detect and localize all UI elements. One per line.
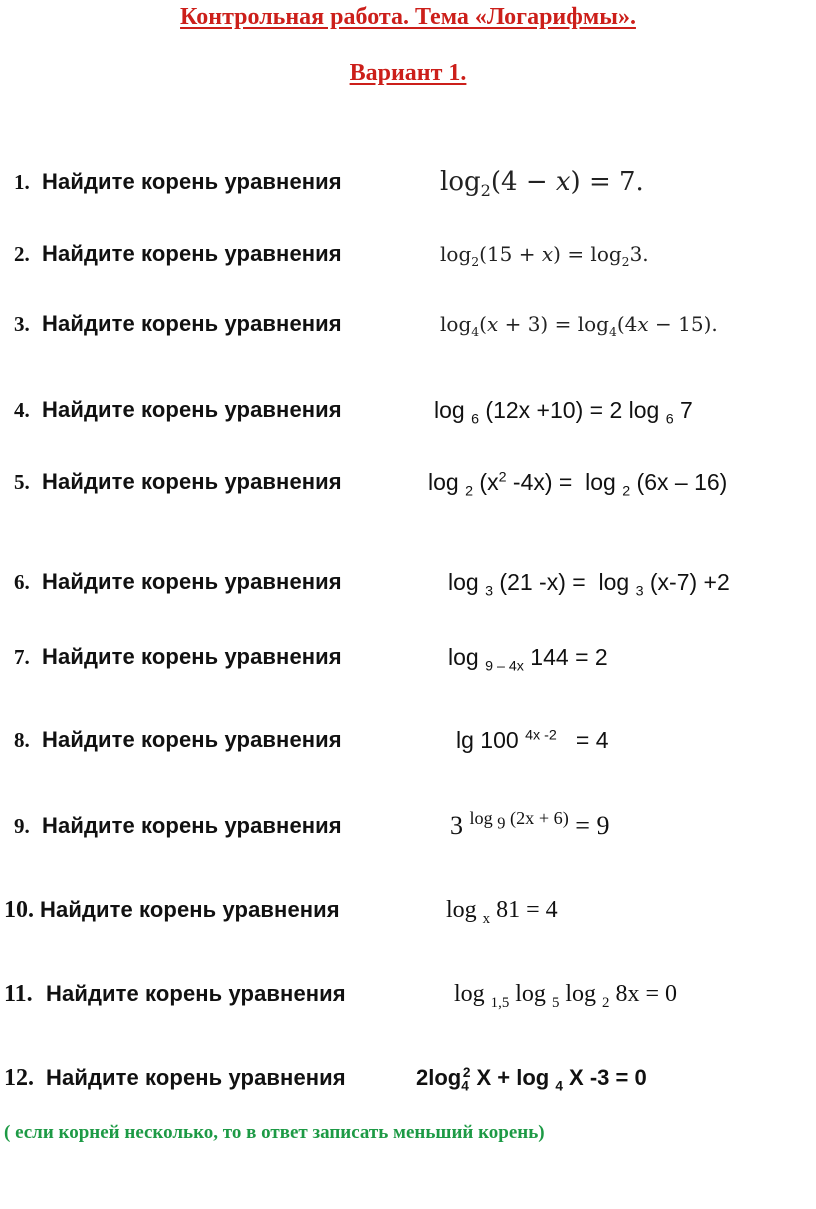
task-8 bbox=[0, 720, 816, 760]
task-number: 7. bbox=[14, 645, 30, 669]
task-equation: $\log_2(15 + x) = \log_23$. bbox=[440, 242, 649, 269]
task-equation: $\log_2(4 - x) = 7$. bbox=[440, 167, 644, 201]
task-equation: $\log_4(x + 3) = \log_4(4x - 15)$. bbox=[440, 312, 718, 339]
task-1 bbox=[0, 162, 816, 202]
task-6 bbox=[0, 562, 816, 602]
task-number: 4. bbox=[14, 398, 30, 422]
task-number: 6. bbox=[14, 570, 30, 594]
task-label: Найдите корень уравнения bbox=[40, 897, 340, 922]
task-equation: log $_6$ (12x +10) = 2 log $_6$ 7 bbox=[434, 397, 693, 428]
task-11 bbox=[0, 974, 816, 1014]
task-number: 12. bbox=[4, 1065, 34, 1091]
task-number: 3. bbox=[14, 312, 30, 336]
task-equation: log $_3$ (21 -x) = log $_3$ (x-7) +2 bbox=[448, 569, 730, 600]
task-label: Найдите корень уравнения bbox=[42, 644, 342, 669]
task-label: Найдите корень уравнения bbox=[42, 241, 342, 266]
task-equation: 3 $^{log _9 (2x + 6)}$ = 9 bbox=[450, 808, 610, 840]
task-label: Найдите корень уравнения bbox=[42, 569, 342, 594]
document-title: Контрольная работа. Тема «Логарифмы». bbox=[180, 4, 636, 30]
task-equation: log $_2$ ($x^2$ -4x) = log $_2$ (6x – 16) bbox=[428, 469, 728, 500]
task-equation: $2\log_4^2$ X + log $_4$ X -3 = 0 bbox=[416, 1064, 647, 1094]
variant-title: Вариант 1. bbox=[349, 60, 467, 86]
task-label: Найдите корень уравнения bbox=[42, 813, 342, 838]
task-number: 10. bbox=[4, 897, 34, 923]
task-10 bbox=[0, 890, 816, 930]
task-number: 11. bbox=[4, 981, 33, 1007]
task-9 bbox=[0, 806, 816, 846]
task-equation: log $_x$ 81 = 4 bbox=[446, 897, 558, 927]
task-equation: lg 100 $^{4x -2}$ = 4 bbox=[456, 727, 609, 753]
task-label: Найдите корень уравнения bbox=[42, 397, 342, 422]
task-number: 1. bbox=[14, 170, 30, 194]
task-5 bbox=[0, 462, 816, 502]
task-4 bbox=[0, 390, 816, 430]
task-7 bbox=[0, 637, 816, 677]
task-label: Найдите корень уравнения bbox=[42, 169, 342, 194]
task-number: 8. bbox=[14, 728, 30, 752]
task-equation: log $_{9 - 4x}$ 144 = 2 bbox=[448, 644, 608, 675]
task-label: Найдите корень уравнения bbox=[42, 469, 342, 494]
task-12 bbox=[0, 1058, 816, 1098]
task-3 bbox=[0, 304, 816, 344]
task-label: Найдите корень уравнения bbox=[46, 1065, 346, 1090]
task-label: Найдите корень уравнения bbox=[42, 311, 342, 336]
task-label: Найдите корень уравнения bbox=[46, 981, 346, 1006]
instruction-note: ( если корней несколько, то в ответ записать меньший корень) bbox=[4, 1122, 545, 1143]
task-number: 5. bbox=[14, 470, 30, 494]
task-number: 2. bbox=[14, 242, 30, 266]
task-label: Найдите корень уравнения bbox=[42, 727, 342, 752]
task-2 bbox=[0, 234, 816, 274]
task-number: 9. bbox=[14, 814, 30, 838]
task-equation: log $_{1,5}$ log $_5$ log $_2$ 8x = 0 bbox=[454, 981, 678, 1011]
